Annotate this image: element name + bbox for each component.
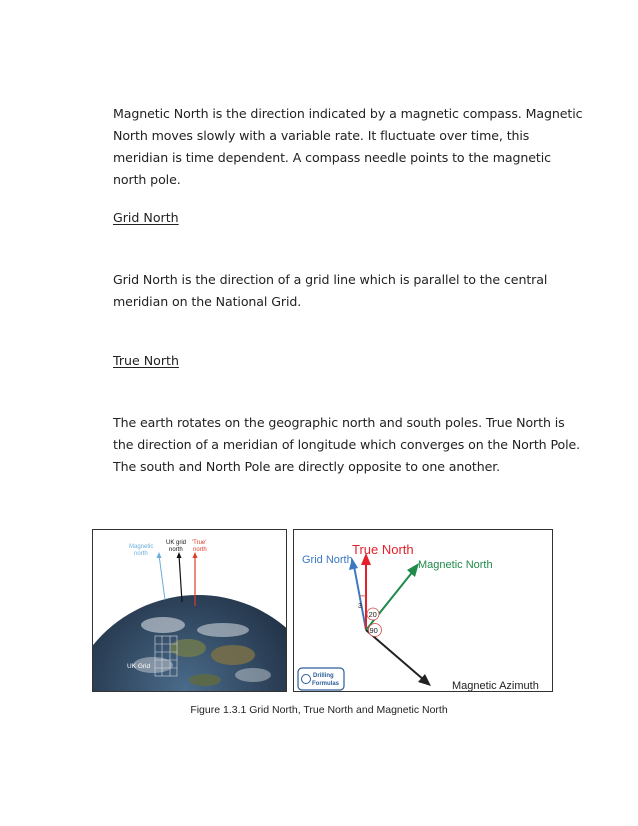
grid-north-diagram-label: Grid North	[302, 554, 353, 566]
drilling-formulas-logo	[298, 668, 344, 690]
grid-north-paragraph: Grid North is the direction of a grid line which is parallel to the central meridian on the National Grid.	[113, 272, 548, 309]
svg-text:Formulas: Formulas	[312, 681, 340, 687]
magnetic-north-paragraph: Magnetic North is the direction indicated by a magnetic compass. Magnetic North moves slowly with a variable rate. It fluctuate over time, this meridian is time dependent. A compass needle points to the magnetic north pole.	[113, 106, 583, 187]
angle-small-label: 3	[358, 603, 362, 610]
true-north-diagram-label: True North	[352, 542, 414, 557]
azimuth-illustration	[294, 530, 553, 692]
magnetic-north-label: Magnetic	[129, 544, 154, 550]
angle-90-label: 90	[369, 626, 378, 635]
magnetic-azimuth-label: Magnetic Azimuth	[452, 680, 539, 692]
magnetic-north-diagram-label: Magnetic North	[418, 559, 493, 571]
grid-north-heading: Grid North	[113, 210, 179, 225]
azimuth-diagram	[293, 529, 553, 692]
true-north-paragraph: The earth rotates on the geographic north and south poles. True North is the direction of a meridian of longitude which converges on the North Pole. The south and North Pole are directly opposite to one another.	[113, 415, 581, 474]
globe-illustration	[93, 530, 287, 692]
figure-caption: Figure 1.3.1 Grid North, True North and Magnetic North	[190, 704, 448, 716]
globe-figure	[92, 529, 287, 692]
magnetic-north-label-2: north	[134, 551, 148, 557]
true-north-label: 'True'	[192, 540, 207, 546]
uk-grid-north-label-2: north	[169, 547, 183, 553]
uk-grid-north-label: UK grid	[166, 540, 187, 546]
true-north-label-2: north	[193, 547, 207, 553]
angle-20-label: 20	[368, 610, 377, 619]
true-north-heading: True North	[113, 353, 179, 368]
svg-text:Drilling: Drilling	[313, 673, 334, 679]
uk-grid-region-label: UK Grid	[127, 663, 151, 670]
